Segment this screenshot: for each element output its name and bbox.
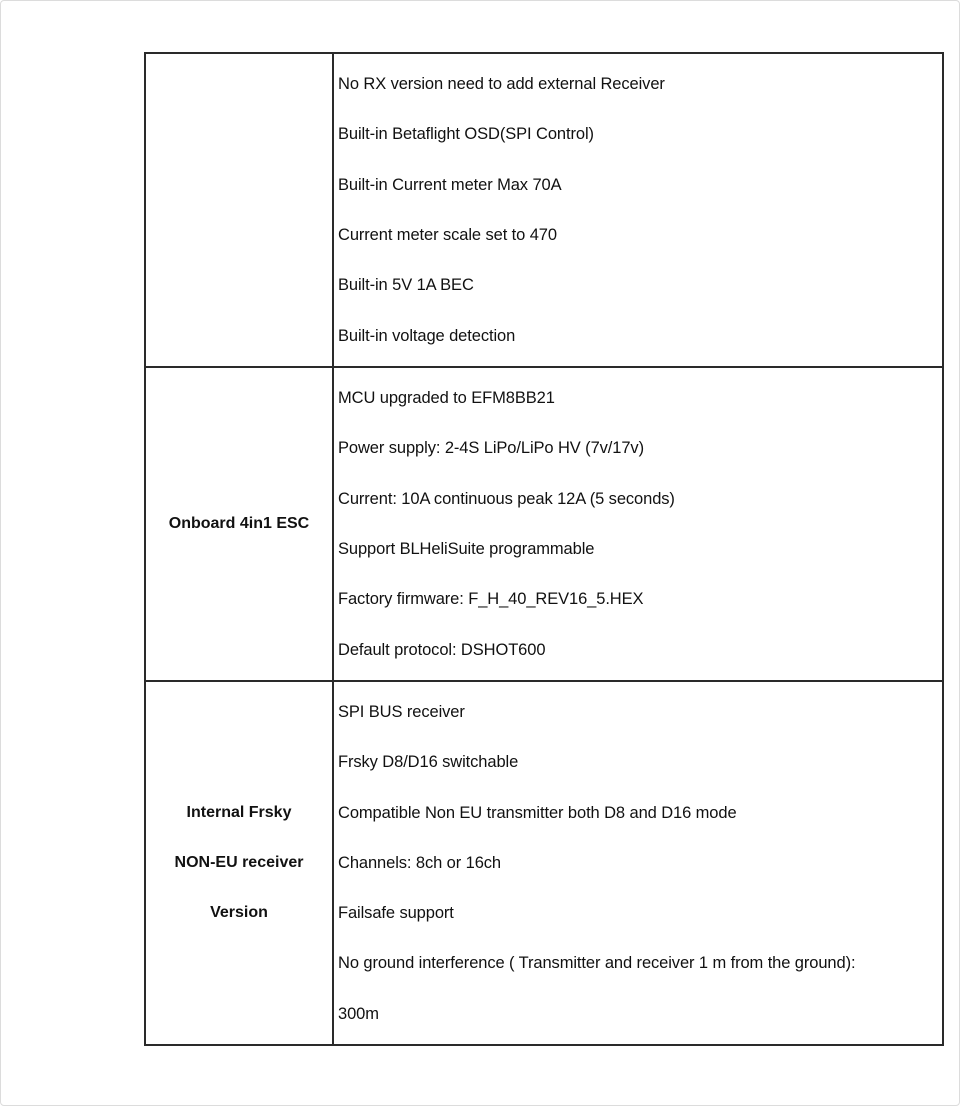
- spec-item: Power supply: 2-4S LiPo/LiPo HV (7v/17v): [338, 439, 644, 458]
- spec-item: Channels: 8ch or 16ch: [338, 853, 502, 872]
- spec-table: [144, 52, 944, 1046]
- table-row-esc: [145, 367, 943, 681]
- spec-item: MCU upgraded to EFM8BB21: [338, 389, 555, 408]
- spec-item: 300m: [338, 1004, 379, 1023]
- row-items-cell: [333, 367, 943, 681]
- spec-item: Current meter scale set to 470: [338, 226, 557, 244]
- spec-item: Failsafe support: [338, 904, 454, 923]
- spec-item: Support BLHeliSuite programmable: [338, 540, 595, 558]
- table-row-flight-controller: [145, 53, 943, 367]
- spec-item: Built-in Current meter Max 70A: [338, 175, 562, 194]
- row-label: Onboard 4in1 ESC: [168, 514, 310, 532]
- spec-item: Default protocol: DSHOT600: [338, 640, 546, 659]
- spec-item: Compatible Non EU transmitter both D8 and D16 mode: [338, 803, 737, 822]
- spec-item: Built-in Betaflight OSD(SPI Control): [338, 125, 594, 144]
- spec-item: Factory firmware: F_H_40_REV16_5.HEX: [338, 590, 644, 609]
- table-row-receiver: [145, 681, 943, 1045]
- row-label: Internal Frsky: [186, 803, 292, 821]
- spec-item: Built-in voltage detection: [338, 326, 516, 345]
- row-label-cell: [145, 681, 333, 1045]
- row-items-cell: [333, 681, 943, 1045]
- row-items-cell: [333, 53, 943, 367]
- row-label: NON-EU receiver: [174, 853, 304, 871]
- row-label-cell: [145, 53, 333, 367]
- spec-item: SPI BUS receiver: [338, 702, 465, 721]
- spec-item: Built-in 5V 1A BEC: [338, 276, 474, 295]
- spec-item: Current: 10A continuous peak 12A (5 seconds): [338, 489, 675, 508]
- spec-item: Frsky D8/D16 switchable: [338, 753, 519, 772]
- row-label: Version: [210, 904, 268, 922]
- row-label-cell: [145, 367, 333, 681]
- spec-item: No RX version need to add external Receiver: [338, 75, 665, 94]
- spec-item: No ground interference ( Transmitter and receiver 1 m from the ground):: [338, 954, 856, 973]
